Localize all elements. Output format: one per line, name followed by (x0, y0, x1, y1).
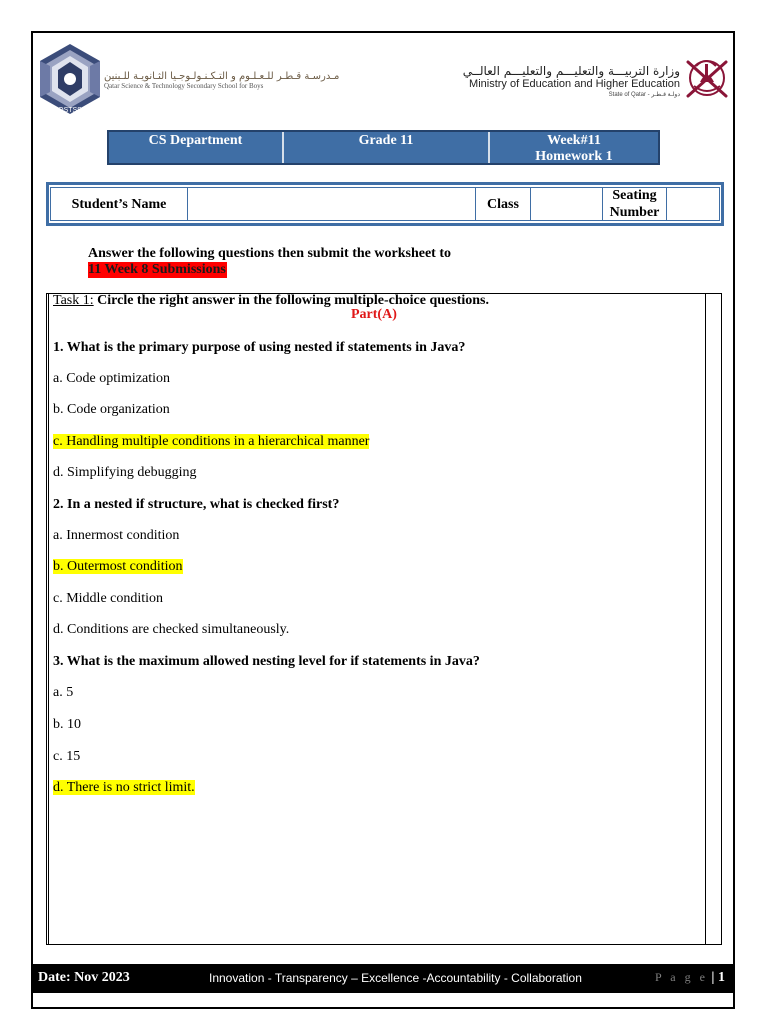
question-1: 1. What is the primary purpose of using nested if statements in Java? (53, 340, 466, 355)
week-cell (488, 132, 658, 163)
option-text: a. Innermost condition (53, 528, 180, 543)
department-cell (109, 132, 282, 163)
option-text: d. Conditions are checked simultaneously. (53, 622, 290, 637)
task-box-rule-left (48, 294, 49, 944)
q2-option-b[interactable] (53, 559, 183, 575)
footer-values: Innovation - Transparency – Excellence -Accountability - Collaboration (209, 971, 582, 985)
option-text: c. 15 (53, 749, 81, 764)
course-header-bar (107, 130, 660, 165)
option-text-highlighted: d. There is no strict limit. (53, 780, 195, 795)
class-field[interactable] (531, 188, 603, 220)
student-info-table (46, 182, 724, 226)
q2-option-c[interactable] (53, 591, 163, 607)
option-text: a. Code optimization (53, 371, 171, 386)
seating-label-line2: Number (609, 205, 660, 220)
q1-option-b[interactable] (53, 402, 170, 418)
q3-option-a[interactable] (53, 685, 73, 701)
seating-number-label (603, 188, 667, 220)
page-number (655, 970, 725, 986)
seating-number-field[interactable] (667, 188, 719, 220)
instructions-line: Answer the following questions then submit the worksheet to (88, 246, 451, 261)
class-label: Class (476, 188, 531, 220)
table-edge-right (721, 185, 724, 223)
q2-option-a[interactable] (53, 528, 179, 544)
school-name-arabic: مـدرسـة قـطـر للـعـلـوم و التـكـنـولـوجـيا الثـانويـة للـبنين (104, 71, 340, 82)
option-text: b. 10 (53, 717, 81, 732)
task-instruction: Circle the right answer in the following multiple-choice questions. (93, 293, 489, 308)
submission-location: 11 Week 8 Submissions (88, 262, 226, 277)
page-separator: | (707, 970, 718, 985)
q1-option-c[interactable] (53, 434, 369, 450)
question-3: 3. What is the maximum allowed nesting level for if statements in Java? (53, 654, 480, 669)
option-text-highlighted: b. Outermost condition (53, 559, 183, 574)
homework-label: Homework 1 (535, 149, 613, 164)
student-name-field[interactable] (188, 188, 476, 220)
ministry-name-arabic: وزارة التربيـــة والتعليـــم والتعليـــم العالــي (462, 64, 680, 78)
option-text: b. Code organization (53, 402, 170, 417)
page-footer (33, 964, 733, 993)
option-text-highlighted: c. Handling multiple conditions in a hierarchical manner (53, 434, 370, 449)
grade-cell (282, 132, 488, 163)
department-label: CS Department (148, 133, 243, 148)
ministry-state: State of Qatar - دولـة قـطـر (608, 92, 680, 98)
school-logo-icon (38, 42, 102, 116)
part-heading: Part(A) (351, 307, 397, 322)
ministry-name-english: Ministry of Education and Higher Education (469, 78, 680, 90)
q3-option-c[interactable] (53, 749, 80, 765)
student-name-label: Student’s Name (51, 188, 188, 220)
q1-option-d[interactable] (53, 465, 197, 481)
table-edge-left (46, 185, 49, 223)
student-info-row (50, 187, 720, 221)
task-label: Task 1: (53, 293, 94, 308)
instructions (88, 246, 451, 278)
q3-option-d[interactable] (53, 780, 195, 796)
footer-date: Date: Nov 2023 (38, 970, 130, 985)
option-text: a. 5 (53, 685, 74, 700)
q1-option-a[interactable] (53, 371, 170, 387)
task-box-rule-right (705, 294, 706, 944)
page-number-value: 1 (718, 970, 725, 985)
option-text: c. Middle condition (53, 591, 164, 606)
seating-label-line1: Seating (612, 188, 657, 203)
question-2: 2. In a nested if structure, what is checked first? (53, 497, 340, 512)
school-logo-text: QSTSS (58, 107, 82, 114)
school-name-english: Qatar Science & Technology Secondary School for Boys (104, 82, 264, 90)
option-text: d. Simplifying debugging (53, 465, 197, 480)
grade-label: Grade 11 (358, 133, 414, 148)
q3-option-b[interactable] (53, 717, 81, 733)
ministry-block (463, 64, 680, 100)
page-label: P a g e (655, 970, 708, 984)
week-label: Week#11 (547, 133, 601, 148)
qatar-emblem-icon (682, 52, 732, 106)
task-title (53, 293, 489, 309)
task-box (46, 293, 722, 945)
q2-option-d[interactable] (53, 622, 289, 638)
